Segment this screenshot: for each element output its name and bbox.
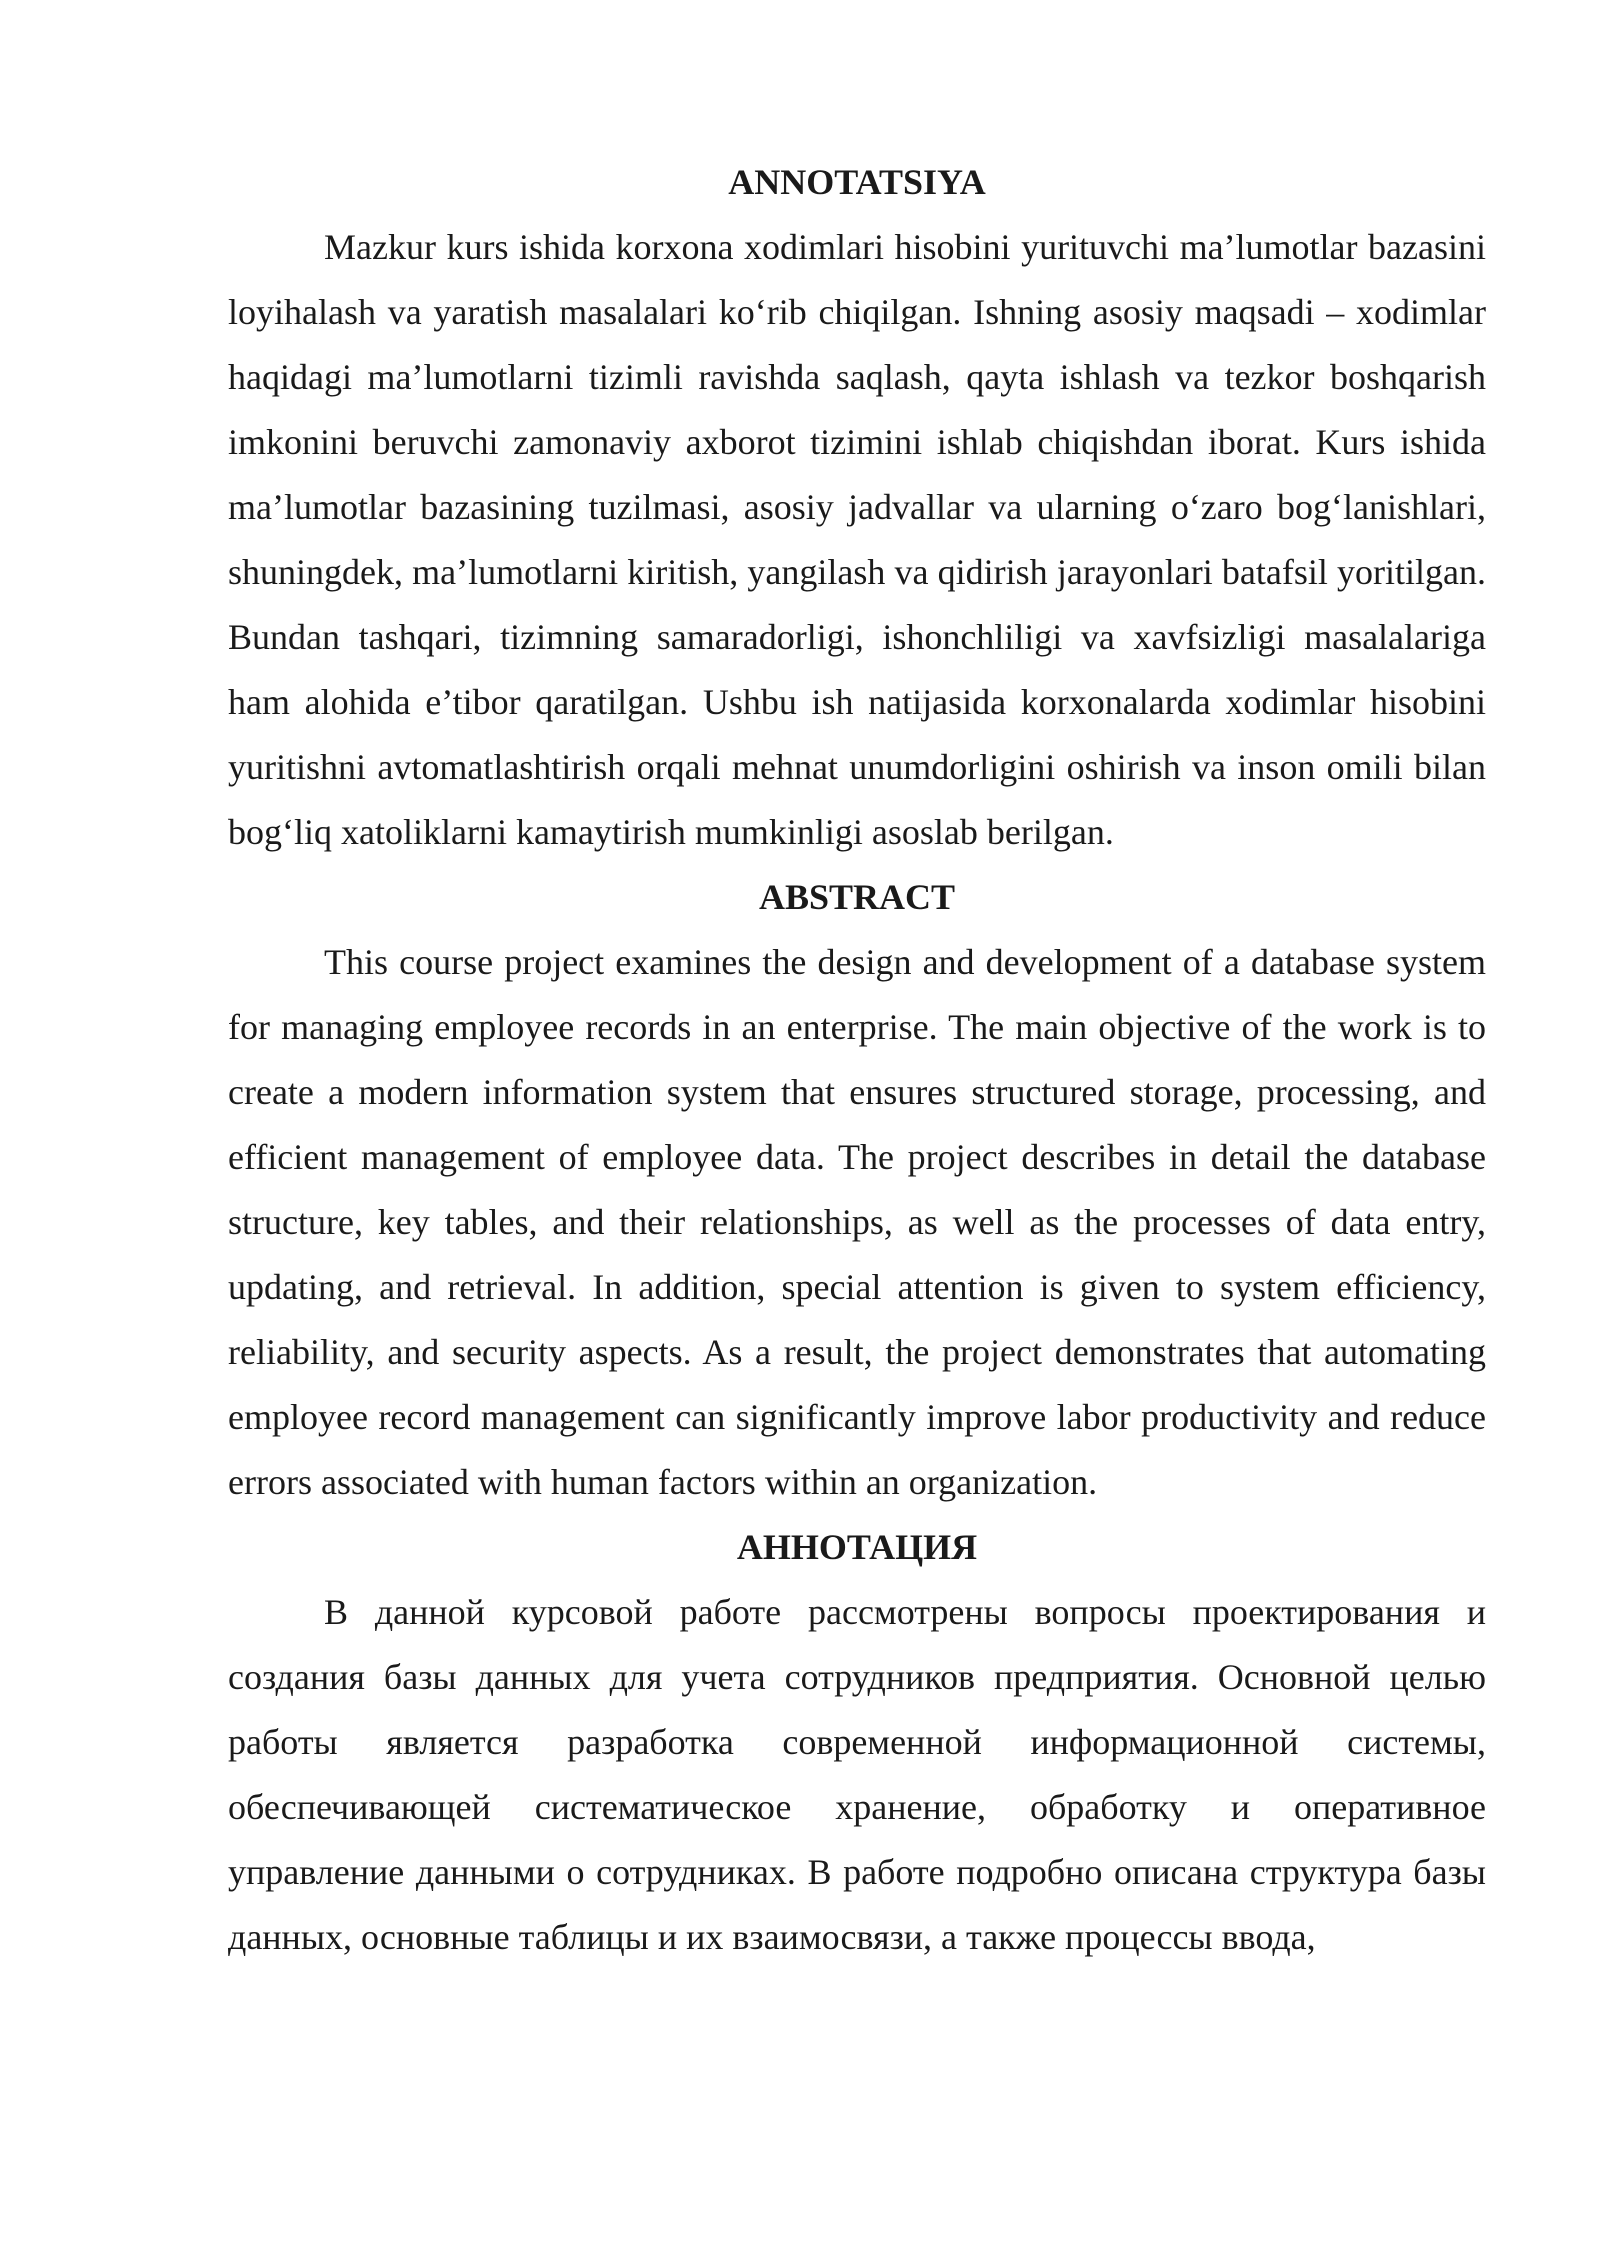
section-heading-annotatsiya: ANNOTATSIYA (728, 162, 986, 202)
section-paragraph-abstract: This course project examines the design and development of a database system for managing employee records in an enterprise. The main objective of the work is to create a modern information system that ensures structured storage, processing, and efficient management of employee data. The project describes in detail the database structure, key tables, and their relationships, as well as the processes of data entry, updating, and retrieval. In addition, special attention is given to system efficiency, reliability, and security aspects. As a result, the project demonstrates that automating employee record management can significantly improve labor productivity and reduce errors associated with human factors within an organization. (228, 942, 1486, 1502)
section-heading-annotatsiya-ru: АННОТАЦИЯ (736, 1527, 978, 1567)
section-paragraph-annotatsiya: Mazkur kurs ishida korxona xodimlari hisobini yurituvchi ma’lumotlar bazasini loyihalash va yaratish masalalari ko‘rib chiqilgan. Ishning asosiy maqsadi – xodimlar haqidagi ma’lumotlarni tizimli ravishda saqlash, qayta ishlash va tezkor boshqarish imkonini beruvchi zamonaviy axborot tizimini ishlab chiqishdan iborat. Kurs ishida ma’lumotlar bazasining tuzilmasi, asosiy jadvallar va ularning o‘zaro bog‘lanishlari, shuningdek, ma’lumotlarni kiritish, yangilash va qidirish jarayonlari batafsil yoritilgan. Bundan tashqari, tizimning samaradorligi, ishonchliligi va xavfsizligi masalalariga ham alohida e’tibor qaratilgan. Ushbu ish natijasida korxonalarda xodimlar hisobini yuritishni avtomatlashtirish orqali mehnat unumdorligini oshirish va inson omili bilan bog‘liq xatoliklarni kamaytirish mumkinligi asoslab berilgan. (228, 227, 1486, 852)
section-heading-abstract: ABSTRACT (758, 877, 956, 917)
document-page (228, 150, 1486, 1970)
section-paragraph-annotatsiya-ru: В данной курсовой работе рассмотрены вопросы проектирования и создания базы данных для учета сотрудников предприятия. Основной целью работы является разработка современной информационной системы, обеспечивающей систематическое хранение, обработку и оперативное управление данными о сотрудниках. В работе подробно описана структура базы данных, основные таблицы и их взаимосвязи, а также процессы ввода, (228, 1592, 1486, 1957)
